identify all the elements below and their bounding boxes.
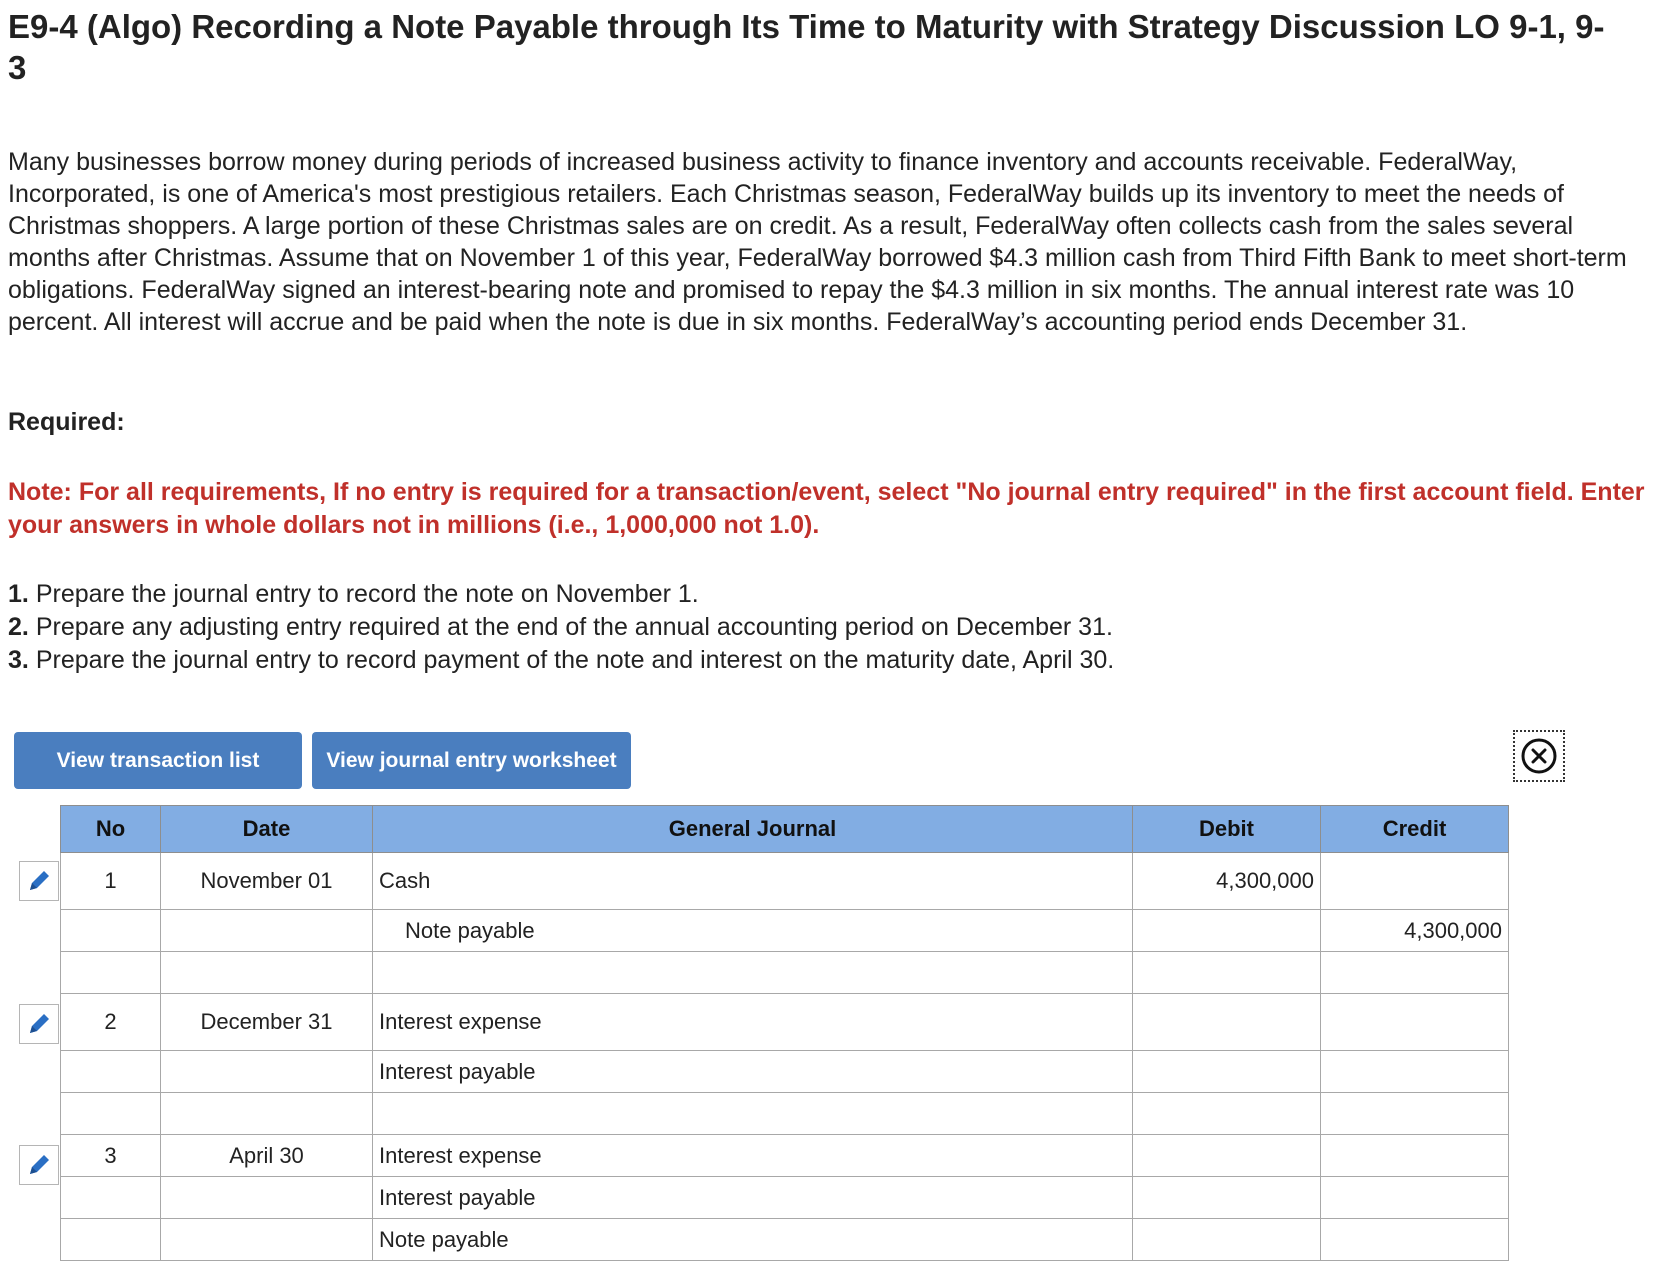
account-name: Interest payable <box>373 1051 1133 1093</box>
entry-number: 1 <box>61 853 161 910</box>
entry-date <box>161 1093 373 1135</box>
entry-number <box>61 1051 161 1093</box>
entry-number <box>61 1219 161 1261</box>
entry-date: April 30 <box>161 1135 373 1177</box>
table-row <box>61 910 1509 952</box>
table-header-row <box>61 806 1509 853</box>
entry-date <box>161 952 373 994</box>
entry-number <box>61 952 161 994</box>
entry-number <box>61 910 161 952</box>
table-row <box>61 1177 1509 1219</box>
requirement-item: 1. Prepare the journal entry to record the note on November 1. <box>8 580 699 608</box>
account-name: Note payable <box>373 910 1133 952</box>
close-button[interactable] <box>1513 730 1565 782</box>
edit-entry-2-button[interactable] <box>19 1004 59 1044</box>
credit-amount: 4,300,000 <box>1321 910 1509 952</box>
account-name: Interest payable <box>373 1177 1133 1219</box>
required-heading: Required: <box>8 408 125 436</box>
entry-date <box>161 1177 373 1219</box>
instructions-note: Note: For all requirements, If no entry is required for a transaction/event, select "No journal entry required" in the first account field. Enter your answers in whole dollars not in millions (i.e., 1,000,000 not 1.0). <box>8 478 1645 539</box>
entry-number: 3 <box>61 1135 161 1177</box>
debit-amount <box>1133 1219 1321 1261</box>
entry-number <box>61 1093 161 1135</box>
debit-amount <box>1133 1093 1321 1135</box>
account-name: Interest expense <box>373 1135 1133 1177</box>
table-row <box>61 994 1509 1051</box>
view-transaction-list-button[interactable]: View transaction list <box>14 732 302 789</box>
pencil-icon <box>26 1011 52 1037</box>
entry-date: November 01 <box>161 853 373 910</box>
entry-number <box>61 1177 161 1219</box>
credit-amount <box>1321 952 1509 994</box>
entry-date <box>161 1051 373 1093</box>
column-header-general-journal: General Journal <box>373 806 1133 853</box>
table-row <box>61 1093 1509 1135</box>
page-title: E9-4 (Algo) Recording a Note Payable through Its Time to Maturity with Strategy Discussion LO 9-1, 9-3 <box>8 8 1605 86</box>
credit-amount <box>1321 1219 1509 1261</box>
requirement-item: 3. Prepare the journal entry to record payment of the note and interest on the maturity date, April 30. <box>8 646 1115 674</box>
pencil-icon <box>26 868 52 894</box>
credit-amount <box>1321 1135 1509 1177</box>
table-row <box>61 853 1509 910</box>
column-header-debit: Debit <box>1133 806 1321 853</box>
general-journal-table <box>60 805 1509 1261</box>
close-circle-icon <box>1520 737 1558 775</box>
account-name: Note payable <box>373 1219 1133 1261</box>
edit-entry-3-button[interactable] <box>19 1145 59 1185</box>
credit-amount <box>1321 853 1509 910</box>
requirement-item: 2. Prepare any adjusting entry required at the end of the annual accounting period on December 31. <box>8 613 1113 641</box>
credit-amount <box>1321 994 1509 1051</box>
entry-date: December 31 <box>161 994 373 1051</box>
pencil-icon <box>26 1152 52 1178</box>
debit-amount <box>1133 910 1321 952</box>
credit-amount <box>1321 1051 1509 1093</box>
view-journal-entry-worksheet-button[interactable]: View journal entry worksheet <box>312 732 631 789</box>
column-header-credit: Credit <box>1321 806 1509 853</box>
debit-amount <box>1133 952 1321 994</box>
edit-entry-1-button[interactable] <box>19 861 59 901</box>
debit-amount <box>1133 994 1321 1051</box>
account-name: Interest expense <box>373 994 1133 1051</box>
table-row <box>61 1051 1509 1093</box>
account-name <box>373 1093 1133 1135</box>
credit-amount <box>1321 1093 1509 1135</box>
debit-amount <box>1133 1135 1321 1177</box>
table-row <box>61 1219 1509 1261</box>
column-header-date: Date <box>161 806 373 853</box>
entry-date <box>161 910 373 952</box>
account-name <box>373 952 1133 994</box>
account-name: Cash <box>373 853 1133 910</box>
problem-text: Many businesses borrow money during periods of increased business activity to finance inventory and accounts receivable. FederalWay, Incorporated, is one of America's most prestigious retailers. Each Christmas season, FederalWay builds up its inventory to meet the needs of Christmas shoppers. A large portion of these Christmas sales are on credit. As a result, FederalWay often collects cash from the sales several months after Christmas. Assume that on November 1 of this year, FederalWay borrowed $4.3 million cash from Third Fifth Bank to meet short-term obligations. FederalWay signed an interest-bearing note and promised to repay the $4.3 million in six months. The annual interest rate was 10 percent. All interest will accrue and be paid when the note is due in six months. FederalWay’s accounting period ends December 31. <box>8 148 1627 336</box>
requirements-list <box>8 578 1114 677</box>
column-header-no: No <box>61 806 161 853</box>
debit-amount <box>1133 1051 1321 1093</box>
entry-date <box>161 1219 373 1261</box>
table-row <box>61 952 1509 994</box>
credit-amount <box>1321 1177 1509 1219</box>
table-row <box>61 1135 1509 1177</box>
debit-amount: 4,300,000 <box>1133 853 1321 910</box>
entry-number: 2 <box>61 994 161 1051</box>
debit-amount <box>1133 1177 1321 1219</box>
